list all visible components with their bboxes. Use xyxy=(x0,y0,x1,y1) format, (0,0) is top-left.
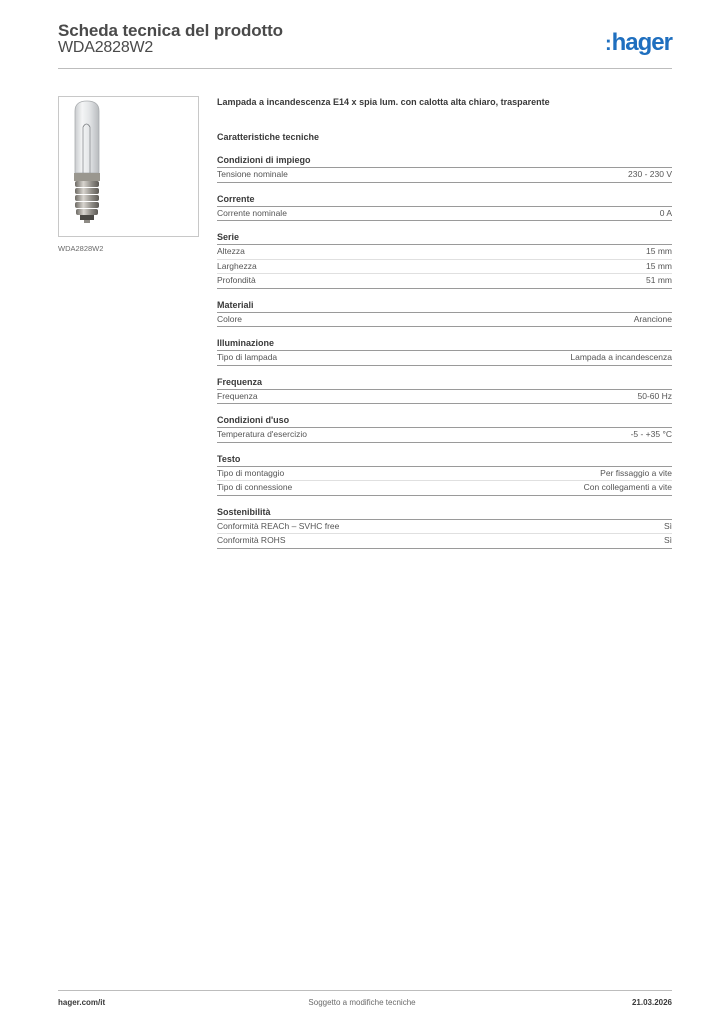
spec-section xyxy=(217,231,672,289)
logo-text: hager xyxy=(611,29,672,56)
spec-label: Profondità xyxy=(217,275,256,285)
section-title: Serie xyxy=(217,231,672,245)
spec-label: Tipo di montaggio xyxy=(217,467,285,478)
spec-value: 50-60 Hz xyxy=(637,390,672,401)
spec-content xyxy=(217,95,672,549)
spec-label: Colore xyxy=(217,313,243,324)
footer-divider xyxy=(58,990,672,991)
spec-row xyxy=(217,313,672,328)
spec-section xyxy=(217,414,672,443)
spec-value: 15 mm xyxy=(646,246,672,256)
spec-section xyxy=(217,337,672,366)
spec-value: Sì xyxy=(663,535,672,545)
spec-label: Conformità REACh – SVHC free xyxy=(217,520,340,531)
spec-label: Tipo di connessione xyxy=(217,482,293,492)
hager-logo: :hager xyxy=(604,29,672,56)
spec-row xyxy=(217,520,672,535)
spec-value: Arancione xyxy=(633,313,672,324)
page-title: Scheda tecnica del prodotto xyxy=(58,21,283,40)
section-title: Frequenza xyxy=(217,376,672,390)
spec-section xyxy=(217,154,672,183)
spec-value: -5 - +35 °C xyxy=(630,429,672,439)
section-title: Sostenibilità xyxy=(217,506,672,520)
section-title: Materiali xyxy=(217,299,672,313)
spec-row xyxy=(217,534,672,549)
footer-date: 21.03.2026 xyxy=(631,998,672,1007)
spec-row xyxy=(217,428,672,443)
spec-section xyxy=(217,453,672,496)
spec-value: Per fissaggio a vite xyxy=(600,467,672,478)
spec-label: Larghezza xyxy=(217,260,257,271)
spec-row xyxy=(217,207,672,222)
section-title: Condizioni di impiego xyxy=(217,154,672,168)
spec-value: 15 mm xyxy=(646,260,672,271)
section-title: Condizioni d'uso xyxy=(217,414,672,428)
spec-value: 230 - 230 V xyxy=(628,169,672,179)
spec-label: Tipo di lampada xyxy=(217,352,278,362)
image-caption: WDA2828W2 xyxy=(58,244,104,253)
spec-section xyxy=(217,506,672,549)
product-image xyxy=(58,96,199,237)
spec-label: Temperatura d'esercizio xyxy=(217,429,307,439)
spec-label: Frequenza xyxy=(217,390,258,401)
spec-value: 0 A xyxy=(659,207,672,218)
characteristics-heading: Caratteristiche tecniche xyxy=(217,132,320,142)
spec-row xyxy=(217,467,672,482)
spec-row xyxy=(217,481,672,496)
spec-row xyxy=(217,260,672,275)
spec-section xyxy=(217,299,672,328)
spec-label: Altezza xyxy=(217,246,245,256)
header-divider xyxy=(58,68,672,69)
spec-value: Sì xyxy=(663,520,672,531)
spec-label: Corrente nominale xyxy=(217,207,287,218)
footer-website: hager.com/it xyxy=(58,998,106,1007)
section-title: Corrente xyxy=(217,193,672,207)
section-title: Illuminazione xyxy=(217,337,672,351)
spec-value: Con collegamenti a vite xyxy=(583,482,672,492)
spec-row xyxy=(217,168,672,183)
spec-value: 51 mm xyxy=(646,275,672,285)
spec-row xyxy=(217,245,672,260)
section-title: Testo xyxy=(217,453,672,467)
product-code: WDA2828W2 xyxy=(58,39,154,56)
spec-value: Lampada a incandescenza xyxy=(570,352,672,362)
spec-section xyxy=(217,376,672,405)
spec-row xyxy=(217,274,672,289)
footer-note: Soggetto a modifiche tecniche xyxy=(308,998,416,1007)
spec-label: Tensione nominale xyxy=(217,169,288,179)
spec-row xyxy=(217,390,672,405)
product-description: Lampada a incandescenza E14 x spia lum. con calotta alta chiaro, trasparente xyxy=(217,97,550,107)
spec-label: Conformità ROHS xyxy=(217,535,286,545)
light-bulb-icon xyxy=(59,97,198,236)
spec-section xyxy=(217,193,672,222)
spec-row xyxy=(217,351,672,366)
spec-sections xyxy=(217,154,672,549)
